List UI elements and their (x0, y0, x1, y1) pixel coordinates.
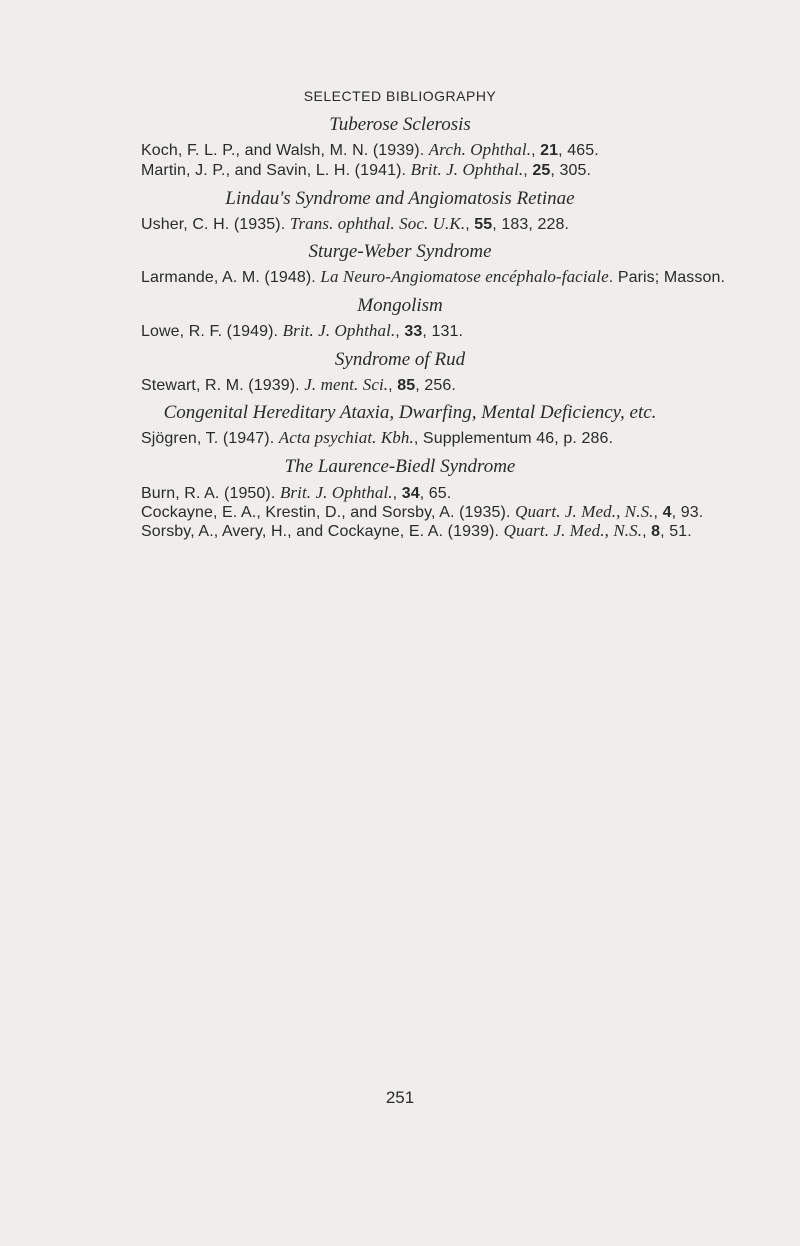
bib-entry-sorsby: Sorsby, A., Avery, H., and Cockayne, E. A. (1939). Quart. J. Med., N.S., 8, 51. (141, 521, 692, 540)
bib-entry-sjogren: Sjögren, T. (1947). Acta psychiat. Kbh., Supplementum 46, p. 286. (141, 428, 613, 447)
bib-entry-burn: Burn, R. A. (1950). Brit. J. Ophthal., 34, 65. (141, 483, 452, 502)
section-heading-congenital-ataxia: Congenital Hereditary Ataxia, Dwarfing, Mental Deficiency, etc. (163, 402, 657, 423)
bib-entry-larmande: Larmande, A. M. (1948). La Neuro-Angiomatose encéphalo-faciale. Paris; Masson. (141, 267, 726, 286)
bib-entry-usher: Usher, C. H. (1935). Trans. ophthal. Soc. U.K., 55, 183, 228. (141, 214, 569, 233)
page-number: 251 (385, 1088, 415, 1107)
section-heading-laurence-biedl: The Laurence-Biedl Syndrome (284, 456, 516, 477)
section-heading-sturge-weber: Sturge-Weber Syndrome (308, 241, 492, 262)
bib-entry-lowe: Lowe, R. F. (1949). Brit. J. Ophthal., 33, 131. (141, 321, 464, 340)
bib-entry-cockayne: Cockayne, E. A., Krestin, D., and Sorsby, A. (1935). Quart. J. Med., N.S., 4, 93. (141, 502, 704, 521)
bib-entry-koch: Koch, F. L. P., and Walsh, M. N. (1939). Arch. Ophthal., 21, 465. (141, 140, 599, 159)
bib-entry-martin: Martin, J. P., and Savin, L. H. (1941). Brit. J. Ophthal., 25, 305. (141, 160, 592, 179)
page-title: SELECTED BIBLIOGRAPHY (303, 88, 497, 104)
section-heading-tuberose-sclerosis: Tuberose Sclerosis (329, 114, 471, 135)
section-heading-lindau: Lindau's Syndrome and Angiomatosis Retinae (225, 188, 575, 209)
section-heading-mongolism: Mongolism (357, 295, 443, 316)
bib-entry-stewart: Stewart, R. M. (1939). J. ment. Sci., 85, 256. (141, 375, 456, 394)
section-heading-rud: Syndrome of Rud (334, 349, 466, 370)
